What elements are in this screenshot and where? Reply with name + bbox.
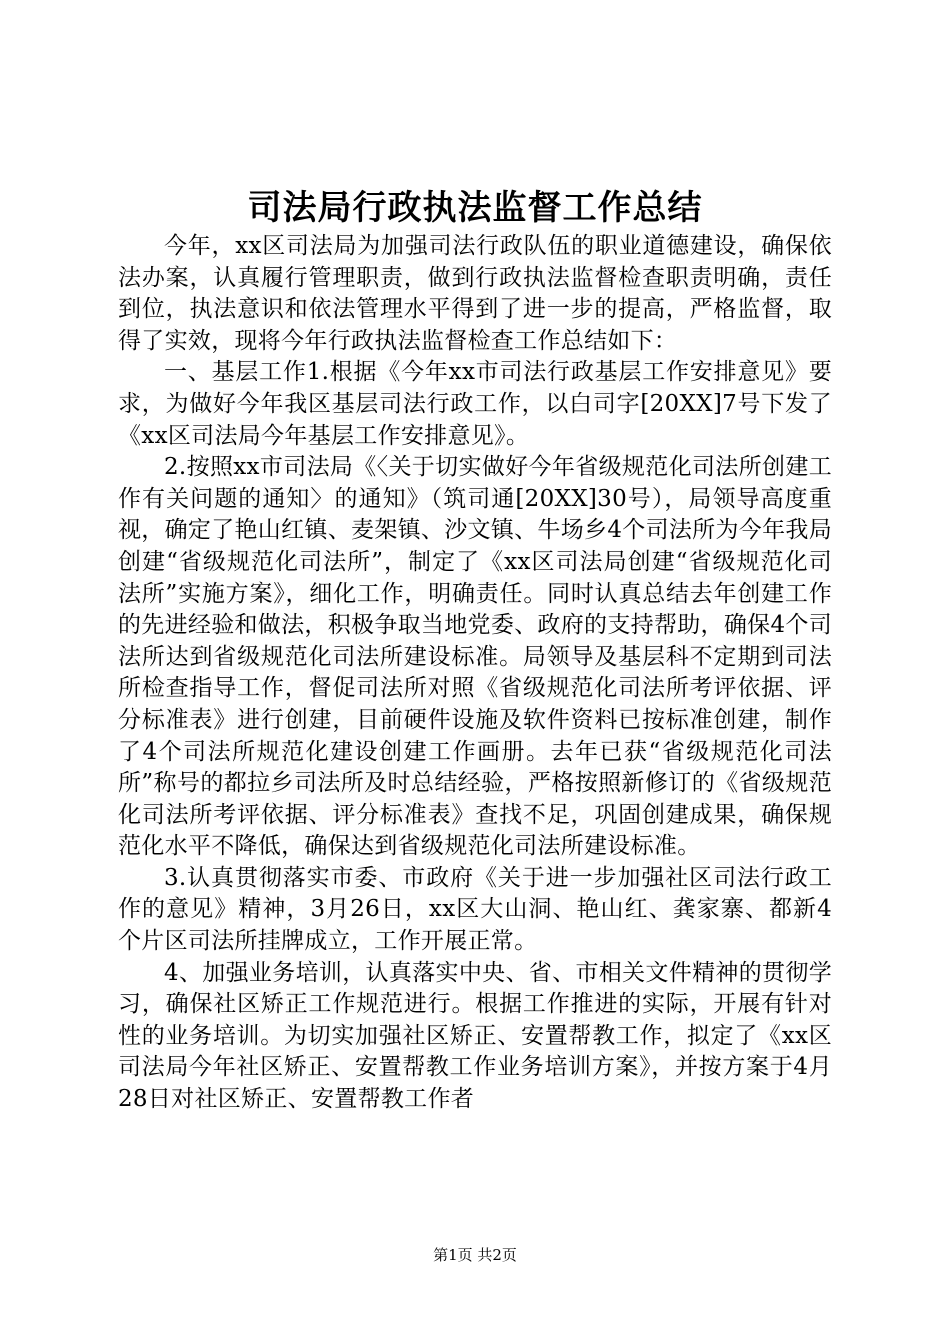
page-footer: 第1页 共2页 bbox=[433, 1246, 517, 1264]
paragraph-intro: 今年，xx区司法局为加强司法行政队伍的职业道德建设，确保依法办案，认真履行管理职责，做到行政执法监督检查职责明确，责任到位，执法意识和依法管理水平得到了进一步的提高，严格监督，取得了实效，现将今年行政执法监督检查工作总结如下： bbox=[118, 233, 832, 354]
document-title: 司法局行政执法监督工作总结 bbox=[247, 188, 703, 228]
paragraph-section-1: 一、基层工作1.根据《今年xx市司法行政基层工作安排意见》要求，为做好今年我区基层司法行政工作，以白司字[20XX]7号下发了《xx区司法局今年基层工作安排意见》。 bbox=[118, 359, 832, 449]
paragraph-item-4: 4、加强业务培训，认真落实中央、省、市相关文件精神的贯彻学习，确保社区矫正工作规范进行。根据工作推进的实际，开展有针对性的业务培训。为切实加强社区矫正、安置帮教工作，拟定了《xx区司法局今年社区矫正、安置帮教工作业务培训方案》，并按方案于4月28日对社区矫正、安置帮教工作者 bbox=[118, 959, 832, 1113]
document-body bbox=[118, 231, 832, 1116]
paragraph-item-3: 3.认真贯彻落实市委、市政府《关于进一步加强社区司法行政工作的意见》精神，3月26日，xx区大山洞、艳山红、龚家寨、都新4个片区司法所挂牌成立，工作开展正常。 bbox=[118, 864, 832, 955]
paragraph-item-2: 2.按照xx市司法局《〈关于切实做好今年省级规范化司法所创建工作有关问题的通知〉的通知》（筑司通[20XX]30号），局领导高度重视，确定了艳山红镇、麦架镇、沙文镇、牛场乡4个司法所为今年我局创建“省级规范化司法所”，制定了《xx区司法局创建“省级规范化司法所”实施方案》，细化工作，明确责任。同时认真总结去年创建工作的先进经验和做法，积极争取当地党委、政府的支持帮助，确保4个司法所达到省级规范化司法所建设标准。局领导及基层科不定期到司法所检查指导工作，督促司法所对照《省级规范化司法所考评依据、评分标准表》进行创建，目前硬件设施及软件资料已按标准创建，制作了4个司法所规范化建设创建工作画册。去年已获“省级规范化司法所”称号的都拉乡司法所及时总结经验，严格按照新修订的《省级规范化司法所考评依据、评分标准表》查找不足，巩固创建成果，确保规范化水平不降低，确保达到省级规范化司法所建设标准。 bbox=[118, 454, 832, 860]
